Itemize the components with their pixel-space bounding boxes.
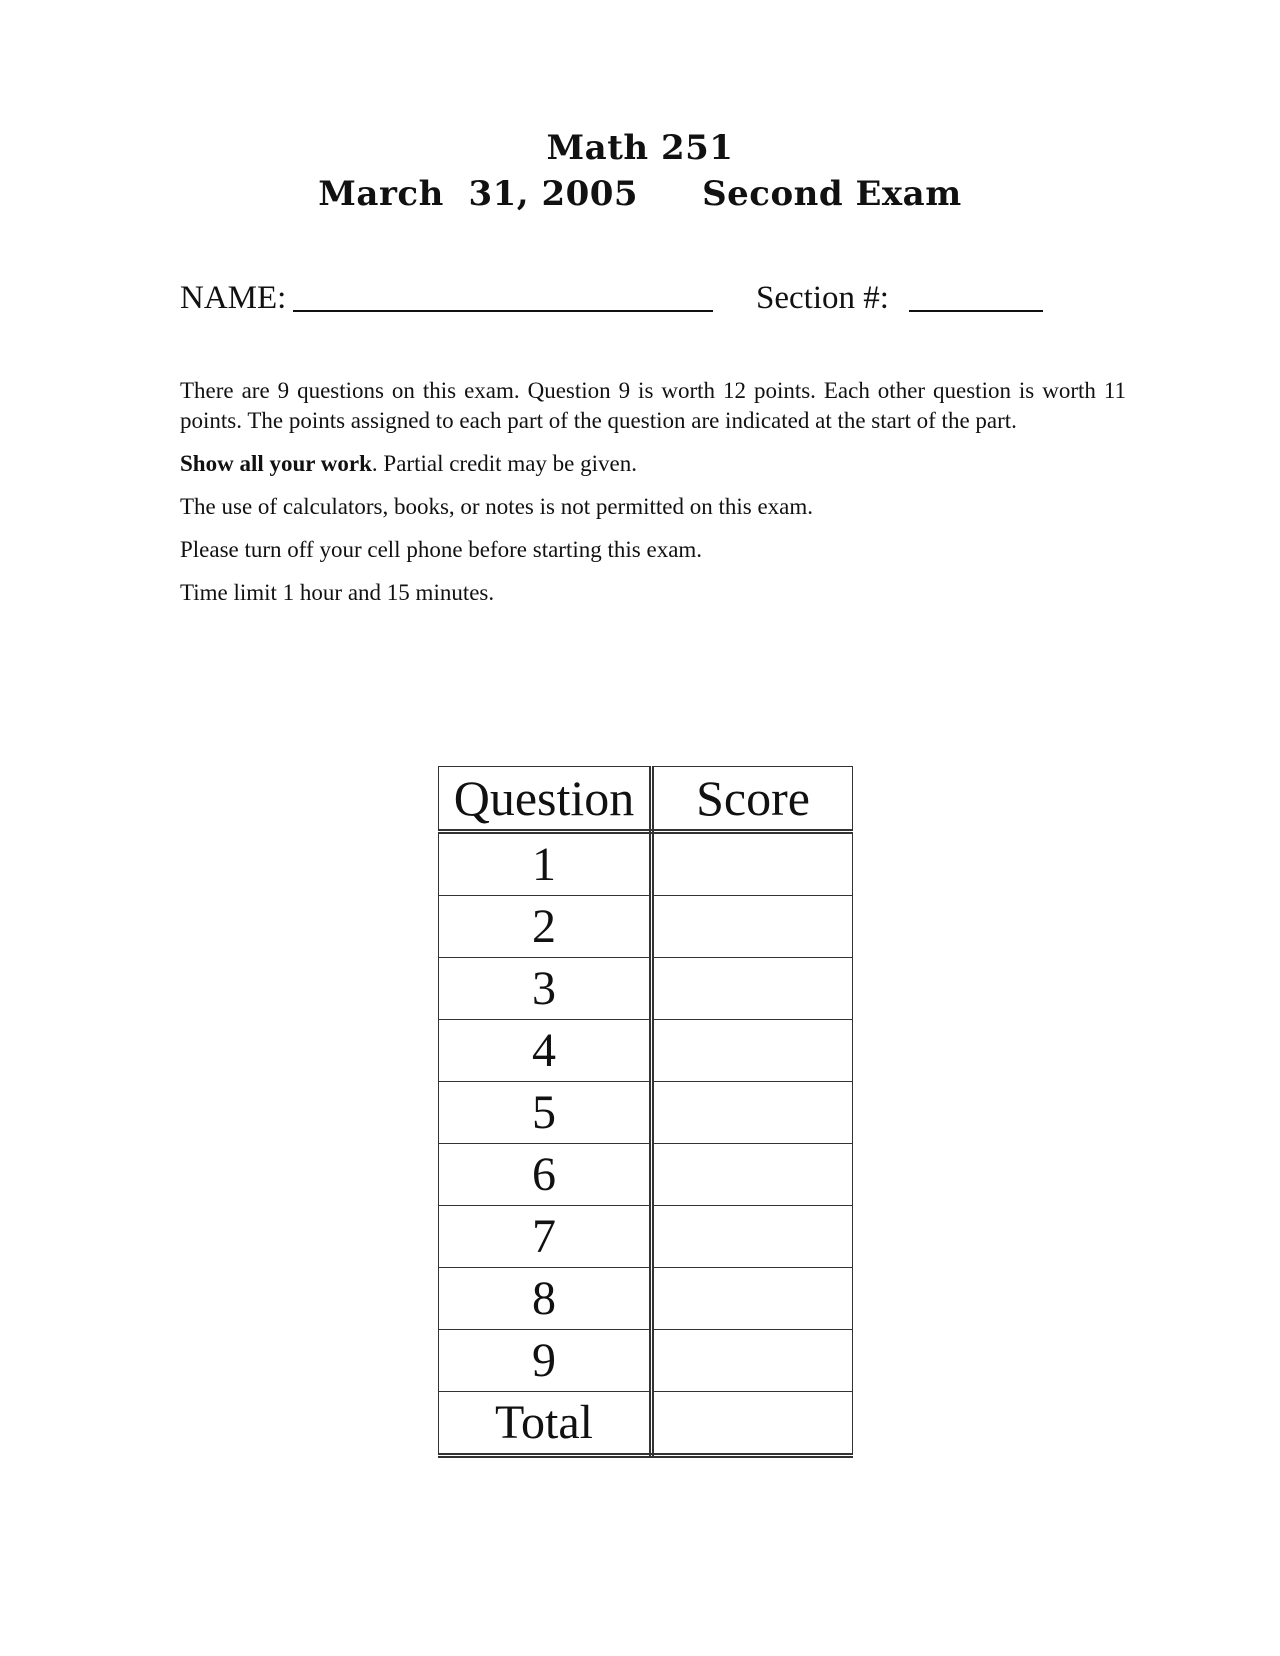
section-label: Section #: [756,280,889,316]
score-cell[interactable] [652,1206,853,1268]
question-number: 8 [439,1268,652,1330]
table-row [439,1268,853,1330]
intro-paragraph: There are 9 questions on this exam. Question 9 is worth 12 points. Each other question is worth 11 points. The points assigned to each part of the question are indicated at the start of the part. [180,378,1126,433]
table-row-total [439,1392,853,1456]
total-label: Total [439,1392,652,1456]
score-cell[interactable] [652,1020,853,1082]
time-limit-paragraph: Time limit 1 hour and 15 minutes. [180,580,495,605]
score-cell[interactable] [652,1330,853,1392]
score-cell[interactable] [652,1144,853,1206]
score-header: Score [652,767,853,832]
table-row [439,1144,853,1206]
show-work-bold: Show all your work [180,451,372,476]
section-field[interactable] [909,310,1043,312]
name-field[interactable] [293,310,713,312]
table-row [439,1020,853,1082]
exam-date: March 31, 2005 [318,174,639,214]
score-table [438,766,853,1458]
cell-phone-paragraph: Please turn off your cell phone before starting this exam. [180,537,703,562]
instructions [180,376,1126,621]
question-number: 9 [439,1330,652,1392]
table-row [439,1082,853,1144]
name-label: NAME: [180,280,287,316]
score-cell[interactable] [652,1082,853,1144]
show-work-paragraph [180,449,1126,479]
question-number: 4 [439,1020,652,1082]
table-row [439,1206,853,1268]
score-cell[interactable] [652,958,853,1020]
question-header: Question [439,767,652,832]
show-work-rest: . Partial credit may be given. [371,451,637,476]
table-row [439,896,853,958]
question-number: 1 [439,832,652,896]
question-number: 5 [439,1082,652,1144]
table-row [439,832,853,896]
question-number: 3 [439,958,652,1020]
question-number: 6 [439,1144,652,1206]
question-number: 2 [439,896,652,958]
score-cell[interactable] [652,832,853,896]
score-cell[interactable] [652,1268,853,1330]
question-number: 7 [439,1206,652,1268]
table-row [439,1330,853,1392]
course-title: Math 251 [546,128,734,168]
total-score-cell[interactable] [652,1392,853,1456]
score-cell[interactable] [652,896,853,958]
calculators-paragraph: The use of calculators, books, or notes is not permitted on this exam. [180,494,814,519]
exam-name: Second Exam [702,174,962,214]
table-row [439,958,853,1020]
score-table-header [439,767,853,832]
exam-subtitle [0,174,1280,214]
